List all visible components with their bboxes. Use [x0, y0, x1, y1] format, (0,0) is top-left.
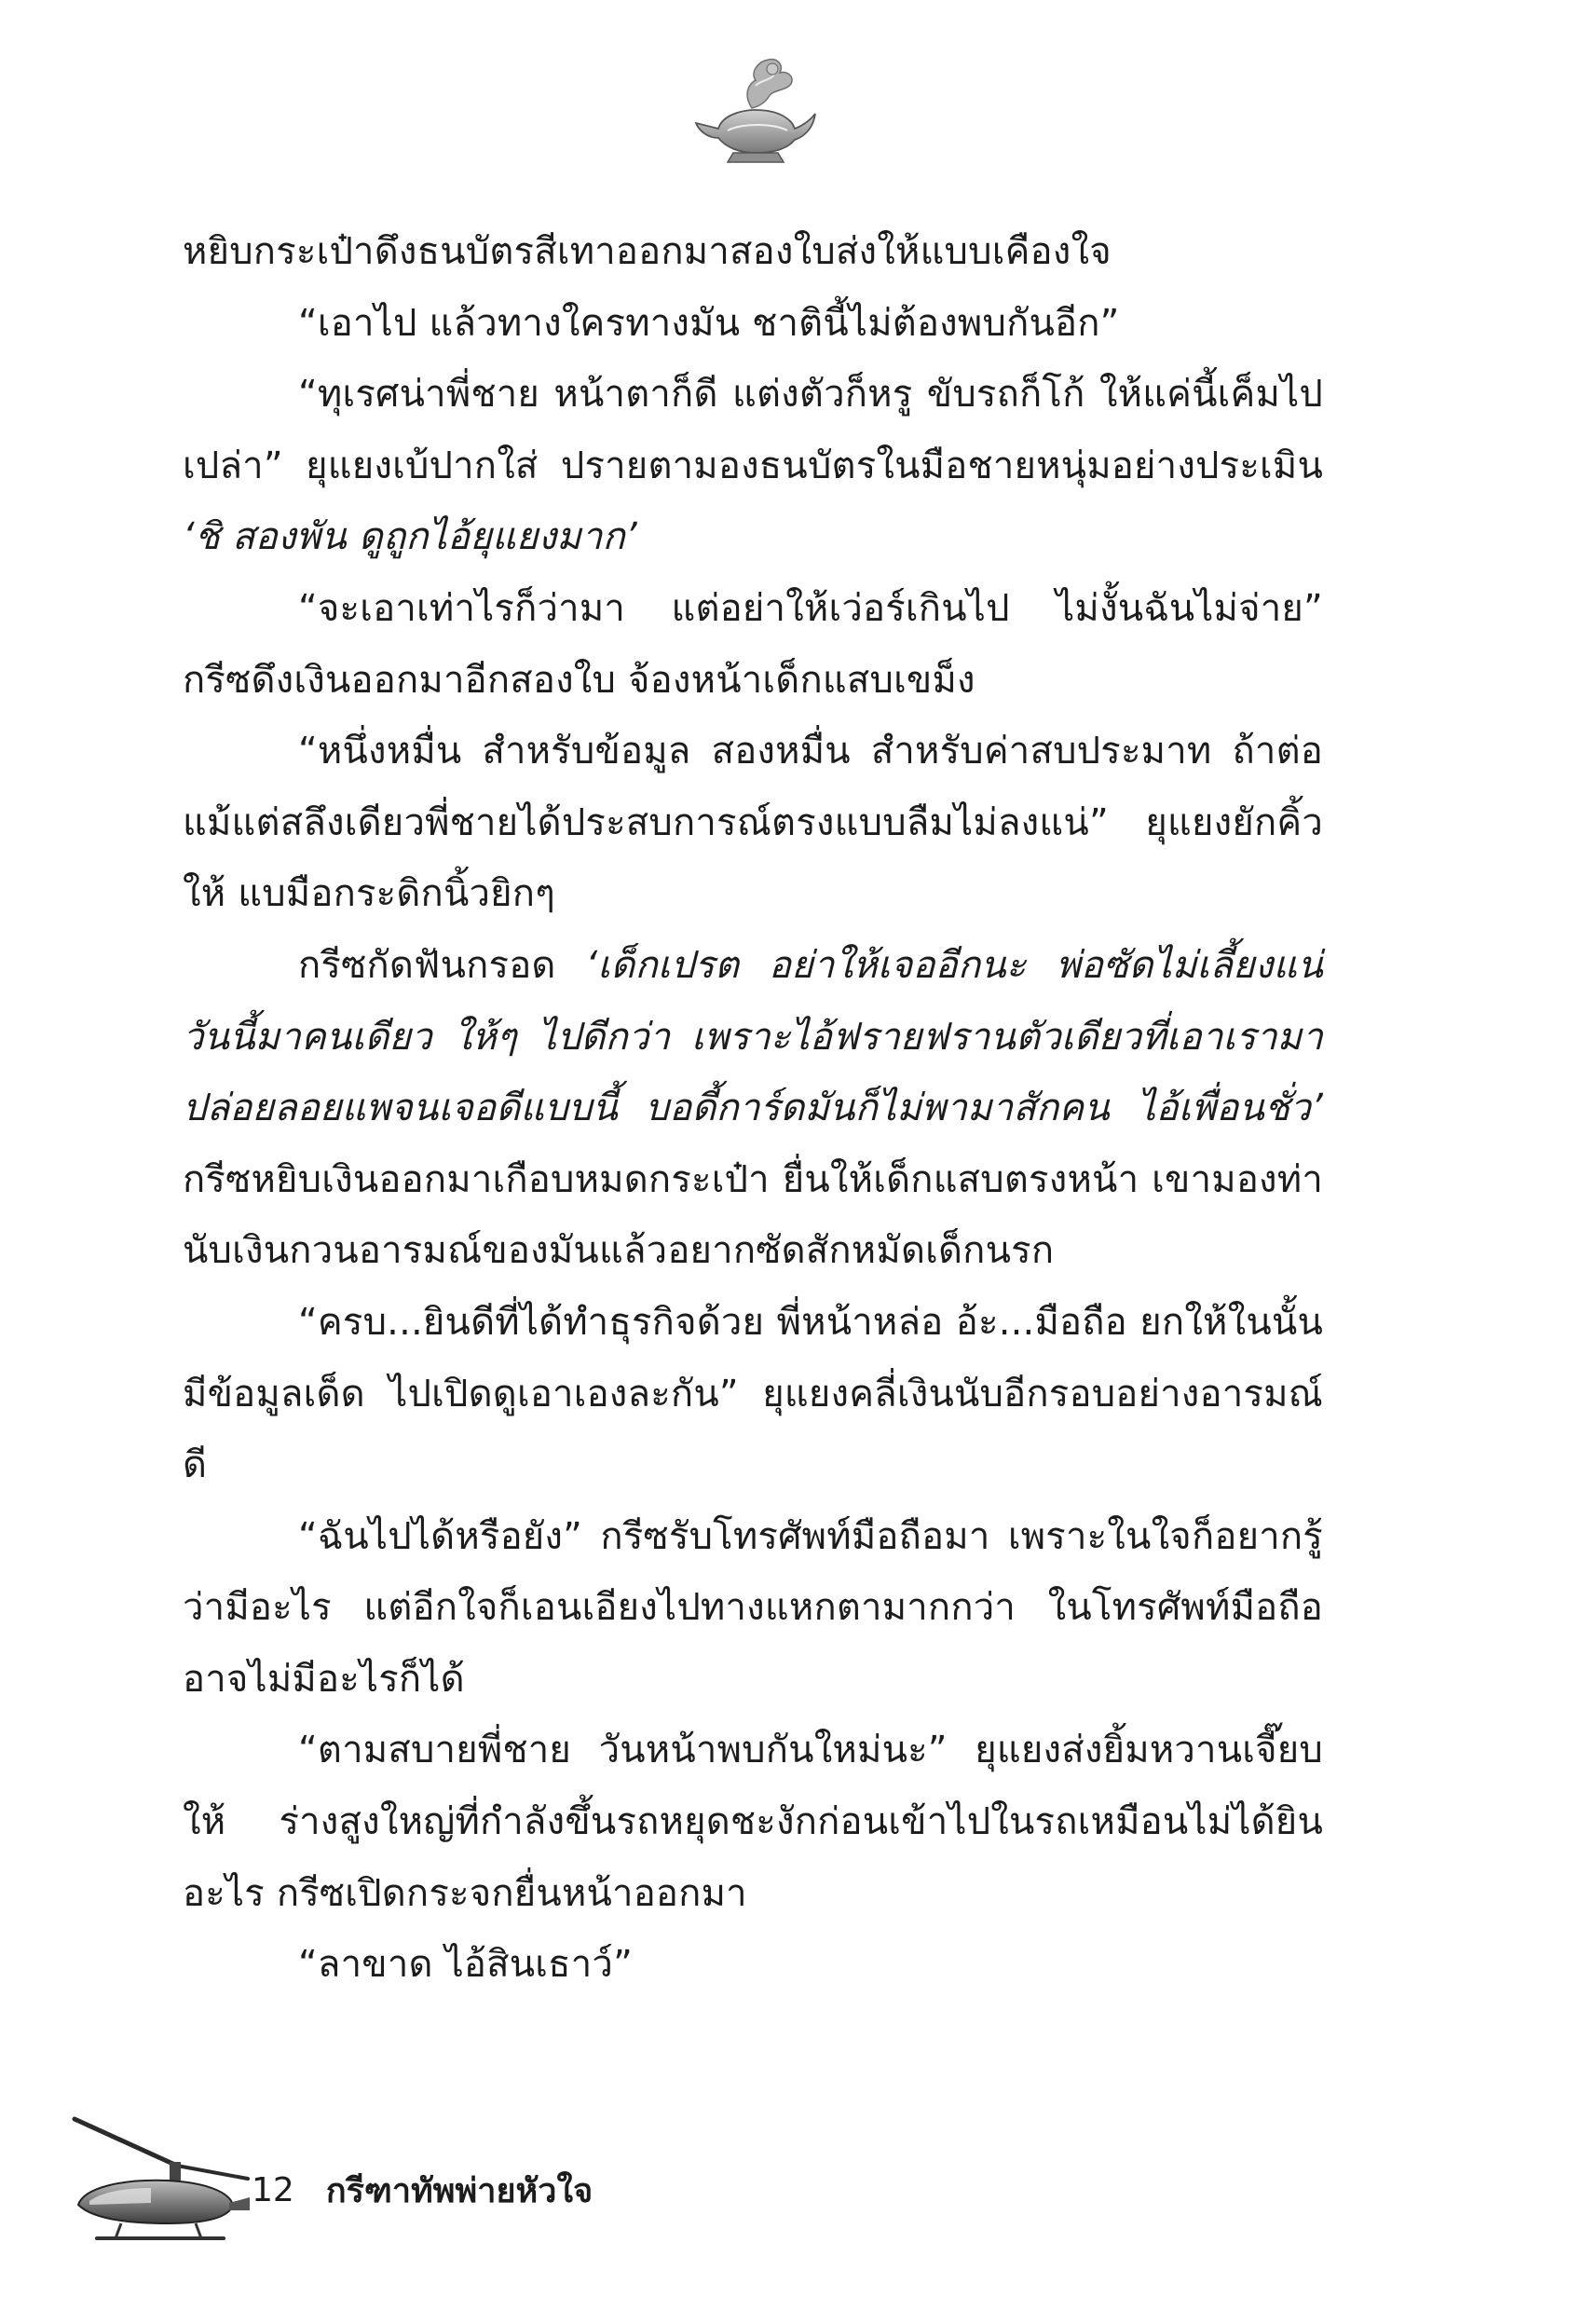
text-segment: “ลาขาด ไอ้สินเธาว์” — [298, 1943, 634, 1987]
genie-lamp-icon — [690, 48, 821, 170]
text-segment: “ตามสบายพี่ชาย วันหน้าพบกันใหม่นะ” ยุแยงส่งยิ้มหวานเจี๊ยบให้ ร่างสูงใหญ่ที่กำลังขึ้นรถหยุดชะงักก่อนเข้าไปในรถเหมือนไม่ได้ยินอะไร กรีซเปิดกระจกยื่นหน้าออกมา — [183, 1729, 1323, 1915]
paragraph — [183, 216, 1323, 288]
text-segment: กรีซหยิบเงินออกมาเกือบหมดกระเป๋า ยื่นให้เด็กแสบตรงหน้า เขามองท่านับเงินกวนอารมณ์ของมันแล้วอยากซัดสักหมัดเด็กนรก — [183, 1157, 1323, 1273]
paragraph — [183, 930, 1323, 1287]
italic-text: ‘ชิ สองพัน ดูถูกไอ้ยุแยงมาก’ — [183, 515, 637, 559]
text-segment: “หนึ่งหมื่น สำหรับข้อมูล สองหมื่น สำหรับค่าสบประมาท ถ้าต่อแม้แต่สลึงเดียวพี่ชายได้ประสบการณ์ตรงแบบลืมไม่ลงแน่” ยุแยงยักคิ้วให้ แบมือกระดิกนิ้วยิกๆ — [183, 730, 1323, 916]
text-segment: “จะเอาเท่าไรก็ว่ามา แต่อย่าให้เว่อร์เกินไป ไม่งั้นฉันไม่จ่าย” กรีซดึงเงินออกมาอีกสองใบ จ้องหน้าเด็กแสบเขม็ง — [183, 586, 1323, 702]
paragraph — [183, 1715, 1323, 1929]
italic-text: ‘เด็กเปรต อย่าให้เจออีกนะ พ่อซัดไม่เลี้ยงแน่ วันนี้มาคนเดียว ให้ๆ ไปดีกว่า เพราะไอ้ฟรายฟรานตัวเดียวที่เอาเรามาปล่อยลอยแพจนเจอดีแบบนี้ บอดี้การ์ดมันก็ไม่พามาสักคน ไอ้เพื่อนชั่ว’ — [183, 943, 1324, 1130]
paragraph — [183, 573, 1323, 716]
body-text — [183, 216, 1323, 2001]
helicopter-icon — [65, 2113, 252, 2253]
paragraph — [183, 1929, 1323, 2001]
page-number: 12 — [252, 2170, 294, 2209]
paragraph — [183, 1501, 1323, 1716]
text-segment: กรีซกัดฟันกรอด — [298, 943, 586, 987]
book-title: กรีฑาทัพพ่ายหัวใจ — [325, 2171, 593, 2210]
paragraph — [183, 716, 1323, 930]
paragraph — [183, 1287, 1323, 1501]
text-segment: “ทุเรศน่าพี่ชาย หน้าตาก็ดี แต่งตัวก็หรู ขับรถก็โก้ ให้แค่นี้เค็มไปเปล่า” ยุแยงเบ้ปากใส่ ปรายตามองธนบัตรในมือชายหนุ่มอย่างประเมิน — [183, 373, 1323, 487]
text-segment: “ฉันไปได้หรือยัง” กรีซรับโทรศัพท์มือถือมา เพราะในใจก็อยากรู้ว่ามีอะไร แต่อีกใจก็เอนเอียงไปทางแหกตามากกว่า ในโทรศัพท์มือถืออาจไม่มีอะไรก็ได้ — [183, 1514, 1323, 1701]
text-segment: หยิบกระเป๋าดึงธนบัตรสีเทาออกมาสองใบส่งให้แบบเคืองใจ — [183, 230, 1112, 273]
paragraph — [183, 288, 1323, 360]
text-segment: “ครบ...ยินดีที่ได้ทำธุรกิจด้วย พี่หน้าหล่อ อ้ะ...มือถือ ยกให้ในนั้นมีข้อมูลเด็ด ไปเปิดดูเอาเองละกัน” ยุแยงคลี่เงินนับอีกรอบอย่างอารมณ์ดี — [183, 1300, 1323, 1487]
paragraph — [183, 359, 1323, 573]
page-footer — [252, 2162, 593, 2218]
text-segment: “เอาไป แล้วทางใครทางมัน ชาตินี้ไม่ต้องพบกันอีก” — [298, 301, 1120, 345]
